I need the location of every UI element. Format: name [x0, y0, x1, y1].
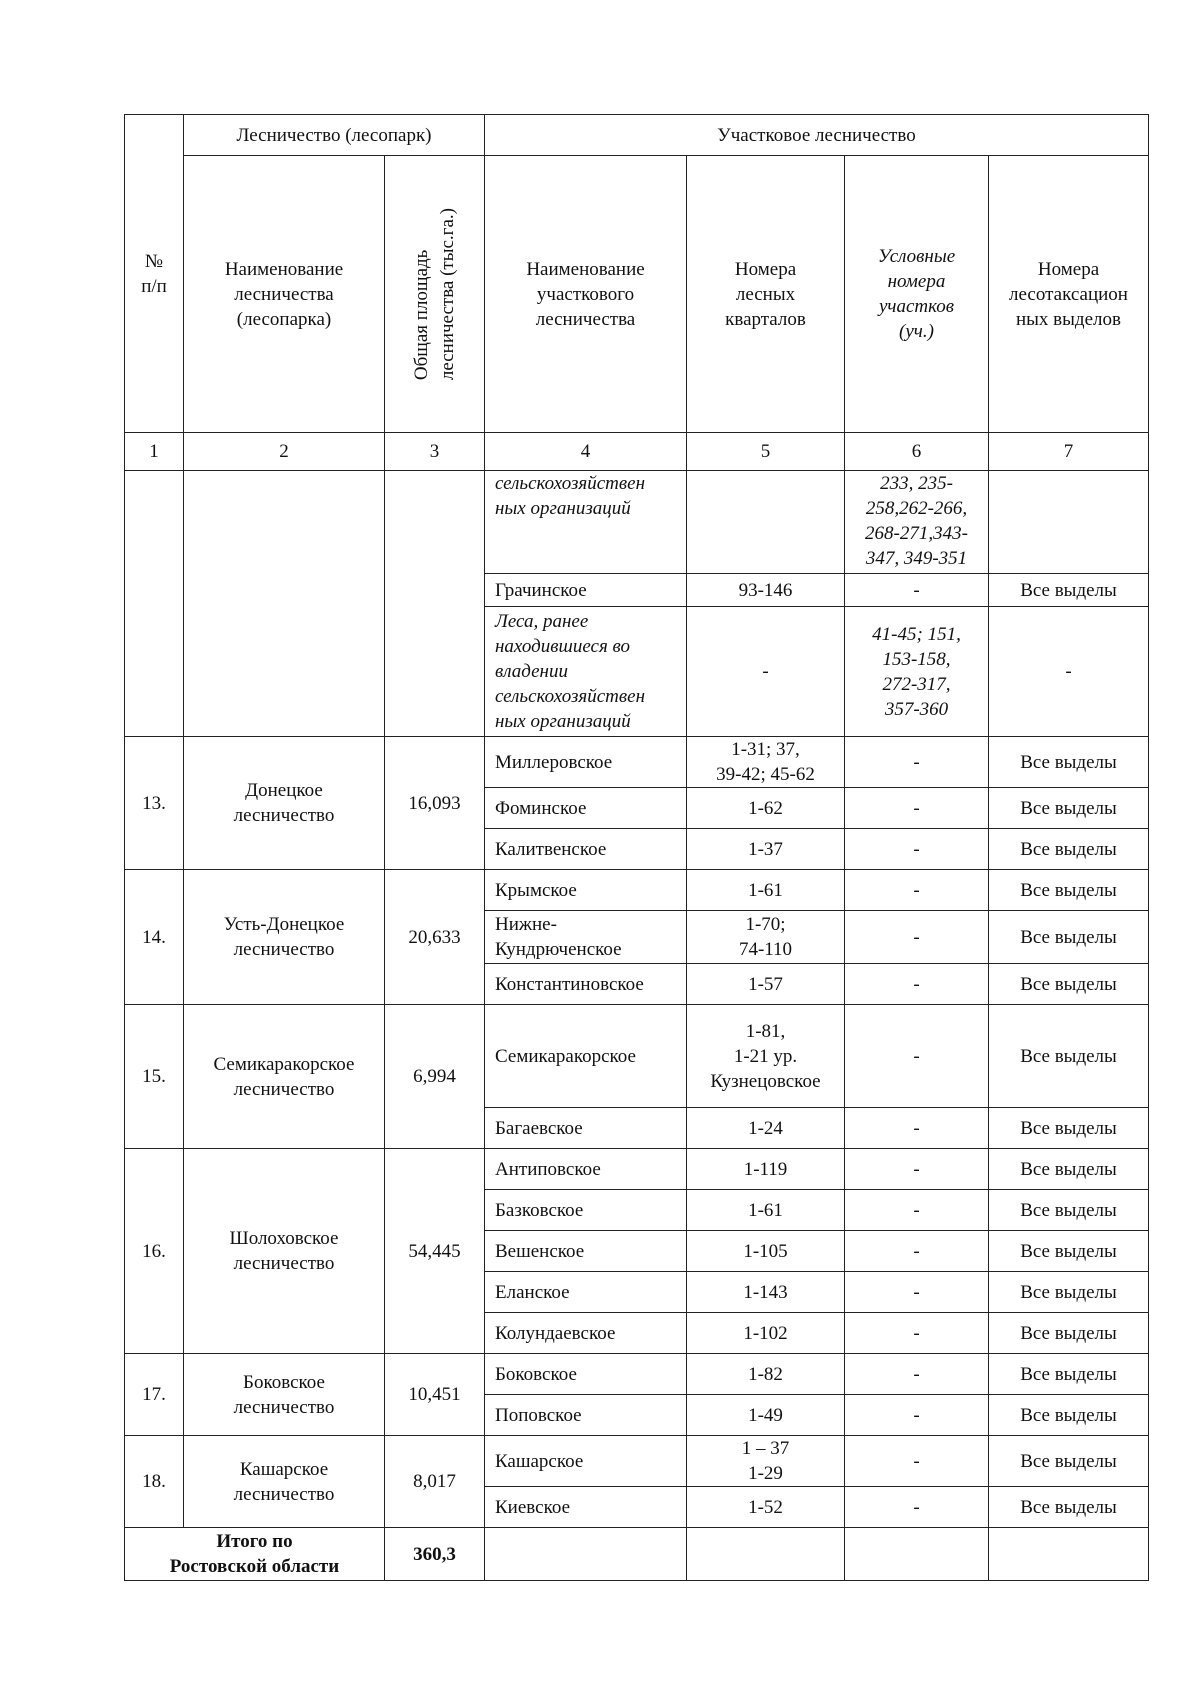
quarters-text: 1-119: [743, 1158, 788, 1180]
plots-cell: [845, 1005, 989, 1108]
plots-text: -: [913, 973, 920, 995]
allotments-text: Все выделы: [1020, 1240, 1117, 1262]
district-text: Крымское: [495, 879, 577, 901]
quarters-text: 1-61: [748, 879, 783, 901]
plots-cell: [845, 870, 989, 911]
header-allotments-text: Номера лесотаксацион ных выделов: [1009, 258, 1128, 330]
allotments-text: Все выделы: [1020, 579, 1117, 601]
plots-text: -: [913, 1045, 920, 1067]
quarters-text: 1-105: [743, 1240, 788, 1262]
quarters-cell: [687, 964, 845, 1005]
quarters-cell: [687, 1272, 845, 1313]
header-district-group: Участковое лесничество: [485, 115, 1149, 156]
forestry-area-text: 16,093: [408, 792, 461, 814]
district-text: Миллеровское: [495, 751, 613, 773]
forestry-name-cell: [184, 1436, 385, 1528]
allotments-cell: [989, 471, 1149, 574]
forestry-area-cell: [385, 1354, 485, 1436]
district-cell: [485, 788, 687, 829]
plots-cell: [845, 829, 989, 870]
quarters-cell: [687, 1395, 845, 1436]
district-cell: [485, 1354, 687, 1395]
quarters-text: 1-57: [748, 973, 783, 995]
district-text: Поповское: [495, 1404, 582, 1426]
allotments-cell: [989, 1354, 1149, 1395]
plots-cell: [845, 1231, 989, 1272]
district-text: Еланское: [495, 1281, 570, 1303]
allotments-text: Все выделы: [1020, 1199, 1117, 1221]
allotments-text: -: [1065, 661, 1072, 682]
continued-area-cell: [385, 471, 485, 737]
forestry-name-cell: [184, 737, 385, 870]
forestry-num-text: 18.: [142, 1471, 166, 1492]
allotments-text: Все выделы: [1020, 1322, 1117, 1344]
allotments-text: Все выделы: [1020, 1045, 1117, 1067]
allotments-text: Все выделы: [1020, 1117, 1117, 1139]
district-text: Вешенское: [495, 1240, 585, 1262]
forestry-table: [124, 114, 1149, 1581]
col-number: 2: [184, 433, 385, 471]
total-value-text: 360,3: [413, 1543, 456, 1565]
quarters-cell: [687, 829, 845, 870]
quarters-cell: [687, 788, 845, 829]
forestry-num-text: 14.: [142, 926, 166, 948]
forestry-name-text: Семикаракорское лесничество: [213, 1053, 355, 1100]
header-row-group: [125, 115, 1149, 156]
forestry-area-cell: [385, 1005, 485, 1149]
header-forestry-group: Лесничество (лесопарк): [184, 115, 485, 156]
plots-cell: [845, 1272, 989, 1313]
forestry-num-cell: [125, 737, 184, 870]
table-row: [125, 737, 1149, 788]
total-empty-cell: [989, 1528, 1149, 1581]
district-cell: [485, 1149, 687, 1190]
district-text: Грачинское: [495, 579, 587, 601]
header-quarters-text: Номера лесных кварталов: [725, 258, 806, 330]
column-number-row: [125, 433, 1149, 471]
total-value-cell: [385, 1528, 485, 1581]
forestry-area-cell: [385, 737, 485, 870]
forestry-num-text: 15.: [142, 1066, 166, 1087]
table-row: [125, 1436, 1149, 1487]
allotments-cell: [989, 964, 1149, 1005]
quarters-cell: [687, 1487, 845, 1528]
header-num-text: № п/п: [141, 250, 167, 297]
allotments-cell: [989, 788, 1149, 829]
col-number: 6: [845, 433, 989, 471]
forestry-num-cell: [125, 1005, 184, 1149]
allotments-cell: [989, 574, 1149, 607]
quarters-text: 1 – 37 1-29: [741, 1438, 790, 1484]
allotments-cell: [989, 1313, 1149, 1354]
header-num: [125, 115, 184, 433]
plots-text: 41-45; 151, 153-158, 272-317, 357-360: [872, 623, 961, 720]
plots-text: -: [913, 1158, 920, 1180]
forestry-area-text: 6,994: [413, 1066, 456, 1087]
plots-text: -: [913, 1281, 920, 1303]
allotments-text: Все выделы: [1020, 926, 1117, 948]
plots-cell: [845, 471, 989, 574]
quarters-cell: [687, 1313, 845, 1354]
quarters-text: 1-61: [748, 1199, 783, 1221]
allotments-cell: [989, 737, 1149, 788]
plots-text: -: [913, 751, 920, 773]
district-cell: [485, 574, 687, 607]
allotments-cell: [989, 1487, 1149, 1528]
header-plots: [845, 156, 989, 433]
district-cell: [485, 1436, 687, 1487]
plots-text: -: [913, 1404, 920, 1426]
allotments-cell: [989, 1149, 1149, 1190]
quarters-cell: [687, 574, 845, 607]
district-text: Константиновское: [495, 973, 644, 995]
allotments-cell: [989, 1436, 1149, 1487]
district-cell: [485, 911, 687, 964]
quarters-cell: [687, 1190, 845, 1231]
plots-text: -: [913, 579, 920, 601]
quarters-text: 1-102: [743, 1322, 788, 1344]
allotments-cell: [989, 607, 1149, 737]
forestry-name-cell: [184, 1005, 385, 1149]
plots-text: -: [913, 1363, 920, 1385]
header-district-name-text: Наименование участкового лесничества: [526, 258, 645, 330]
district-text: Киевское: [495, 1496, 570, 1518]
total-empty-cell: [845, 1528, 989, 1581]
allotments-cell: [989, 1190, 1149, 1231]
district-cell: [485, 1272, 687, 1313]
total-empty-cell: [687, 1528, 845, 1581]
allotments-text: Все выделы: [1020, 797, 1117, 819]
plots-cell: [845, 1354, 989, 1395]
table-row: [125, 1354, 1149, 1395]
total-empty-cell: [485, 1528, 687, 1581]
quarters-text: 1-37: [748, 838, 783, 860]
quarters-text: 1-31; 37, 39-42; 45-62: [716, 739, 815, 785]
allotments-cell: [989, 1272, 1149, 1313]
plots-cell: [845, 574, 989, 607]
forestry-name-text: Кашарское лесничество: [233, 1458, 335, 1505]
table-body: [125, 115, 1149, 1581]
quarters-text: 1-49: [748, 1404, 783, 1426]
plots-cell: [845, 964, 989, 1005]
quarters-cell: [687, 1005, 845, 1108]
district-cell: [485, 607, 687, 737]
district-cell: [485, 1190, 687, 1231]
plots-cell: [845, 788, 989, 829]
plots-text: -: [913, 1322, 920, 1344]
col-number: 1: [125, 433, 184, 471]
plots-text: 233, 235- 258,262-266, 268-271,343- 347, 349-351: [865, 473, 968, 569]
quarters-cell: [687, 870, 845, 911]
quarters-cell: [687, 737, 845, 788]
header-total-area-text: Общая площадь лесничества (тыс.га.): [410, 207, 458, 381]
table-row: [125, 1149, 1149, 1190]
plots-cell: [845, 737, 989, 788]
forestry-num-text: 17.: [142, 1384, 166, 1405]
district-cell: [485, 1231, 687, 1272]
allotments-text: Все выделы: [1020, 1158, 1117, 1180]
allotments-text: Все выделы: [1020, 838, 1117, 860]
quarters-text: 1-52: [748, 1496, 783, 1518]
district-cell: [485, 1395, 687, 1436]
district-cell: [485, 737, 687, 788]
allotments-cell: [989, 829, 1149, 870]
plots-text: -: [913, 1240, 920, 1262]
forestry-area-cell: [385, 870, 485, 1005]
district-text: Антиповское: [495, 1158, 601, 1180]
header-forestry-name-text: Наименование лесничества (лесопарка): [224, 258, 344, 330]
district-cell: [485, 829, 687, 870]
forestry-area-text: 54,445: [408, 1240, 461, 1262]
quarters-text: -: [762, 661, 769, 682]
district-cell: [485, 1108, 687, 1149]
district-cell: [485, 1487, 687, 1528]
plots-text: -: [913, 926, 920, 948]
forestry-name-cell: [184, 870, 385, 1005]
plots-text: -: [913, 879, 920, 901]
forestry-name-cell: [184, 1354, 385, 1436]
plots-cell: [845, 607, 989, 737]
header-total-area-wrap: [391, 159, 478, 429]
col-number: 7: [989, 433, 1149, 471]
quarters-cell: [687, 607, 845, 737]
plots-text: -: [913, 1496, 920, 1518]
continued-num-cell: [125, 471, 184, 737]
quarters-text: 93-146: [738, 579, 793, 601]
forestry-name-cell: [184, 1149, 385, 1354]
total-row: [125, 1528, 1149, 1581]
district-cell: [485, 1313, 687, 1354]
quarters-cell: [687, 911, 845, 964]
forestry-num-text: 13.: [142, 792, 166, 814]
allotments-cell: [989, 1231, 1149, 1272]
plots-cell: [845, 1108, 989, 1149]
allotments-cell: [989, 1395, 1149, 1436]
district-text: Нижне- Кундрюченское: [495, 914, 622, 960]
allotments-text: Все выделы: [1020, 973, 1117, 995]
quarters-cell: [687, 471, 845, 574]
district-text: Боковское: [495, 1363, 577, 1385]
plots-cell: [845, 1313, 989, 1354]
header-district-name: [485, 156, 687, 433]
header-plots-text: Условные номера участков (уч.): [877, 246, 956, 342]
plots-cell: [845, 1487, 989, 1528]
district-text: Колундаевское: [495, 1322, 616, 1344]
district-text: Кашарское: [495, 1450, 584, 1472]
allotments-text: Все выделы: [1020, 751, 1117, 773]
allotments-text: Все выделы: [1020, 1450, 1117, 1472]
quarters-cell: [687, 1231, 845, 1272]
quarters-cell: [687, 1149, 845, 1190]
plots-text: -: [913, 797, 920, 819]
quarters-text: 1-24: [748, 1117, 783, 1139]
plots-text: -: [913, 1117, 920, 1139]
plots-text: -: [913, 1450, 920, 1472]
header-total-area: [385, 156, 485, 433]
district-text: Фоминское: [495, 797, 587, 819]
table-row: [125, 870, 1149, 911]
forestry-name-text: Усть-Донецкое лесничество: [223, 914, 345, 960]
total-label-text: Итого по Ростовской области: [169, 1531, 340, 1577]
plots-cell: [845, 1395, 989, 1436]
allotments-text: Все выделы: [1020, 879, 1117, 901]
allotments-cell: [989, 1108, 1149, 1149]
header-row-columns: [125, 156, 1149, 433]
header-quarters: [687, 156, 845, 433]
allotments-text: Все выделы: [1020, 1496, 1117, 1518]
continued-name-cell: [184, 471, 385, 737]
plots-text: -: [913, 838, 920, 860]
district-text: Багаевское: [495, 1117, 583, 1139]
forestry-area-text: 10,451: [408, 1384, 461, 1405]
forestry-num-cell: [125, 1149, 184, 1354]
quarters-cell: [687, 1354, 845, 1395]
table-row: [125, 471, 1149, 574]
header-allotments: [989, 156, 1149, 433]
plots-cell: [845, 1190, 989, 1231]
forestry-area-cell: [385, 1149, 485, 1354]
forestry-area-text: 8,017: [413, 1471, 456, 1492]
allotments-cell: [989, 1005, 1149, 1108]
quarters-text: 1-81, 1-21 ур. Кузнецовское: [710, 1020, 821, 1092]
quarters-text: 1-82: [748, 1363, 783, 1385]
district-text: Базковское: [495, 1199, 584, 1221]
allotments-cell: [989, 870, 1149, 911]
allotments-text: Все выделы: [1020, 1281, 1117, 1303]
district-text: сельскохозяйствен ных организаций: [495, 473, 646, 519]
forestry-num-cell: [125, 870, 184, 1005]
allotments-text: Все выделы: [1020, 1363, 1117, 1385]
allotments-cell: [989, 911, 1149, 964]
col-number: 4: [485, 433, 687, 471]
forestry-name-text: Донецкое лесничество: [233, 780, 335, 826]
plots-cell: [845, 1149, 989, 1190]
forestry-area-text: 20,633: [408, 926, 461, 948]
total-label-cell: [125, 1528, 385, 1581]
col-number: 5: [687, 433, 845, 471]
plots-cell: [845, 1436, 989, 1487]
forestry-num-cell: [125, 1436, 184, 1528]
forestry-name-text: Шолоховское лесничество: [229, 1228, 339, 1274]
quarters-cell: [687, 1108, 845, 1149]
quarters-cell: [687, 1436, 845, 1487]
quarters-text: 1-70; 74-110: [738, 914, 793, 960]
quarters-text: 1-62: [748, 797, 783, 819]
table-row: [125, 1005, 1149, 1108]
district-cell: [485, 964, 687, 1005]
plots-cell: [845, 911, 989, 964]
forestry-name-text: Боковское лесничество: [233, 1371, 335, 1418]
district-cell: [485, 1005, 687, 1108]
district-cell: [485, 870, 687, 911]
forestry-num-text: 16.: [142, 1240, 166, 1262]
header-forestry-name: [184, 156, 385, 433]
district-text: Леса, ранее находившиеся во владении сельскохозяйствен ных организаций: [495, 611, 646, 732]
col-number: 3: [385, 433, 485, 471]
quarters-text: 1-143: [743, 1281, 788, 1303]
forestry-area-cell: [385, 1436, 485, 1528]
forestry-num-cell: [125, 1354, 184, 1436]
allotments-text: Все выделы: [1020, 1404, 1117, 1426]
district-text: Семикаракорское: [495, 1045, 636, 1067]
plots-text: -: [913, 1199, 920, 1221]
district-text: Калитвенское: [495, 838, 607, 860]
district-cell: [485, 471, 687, 574]
